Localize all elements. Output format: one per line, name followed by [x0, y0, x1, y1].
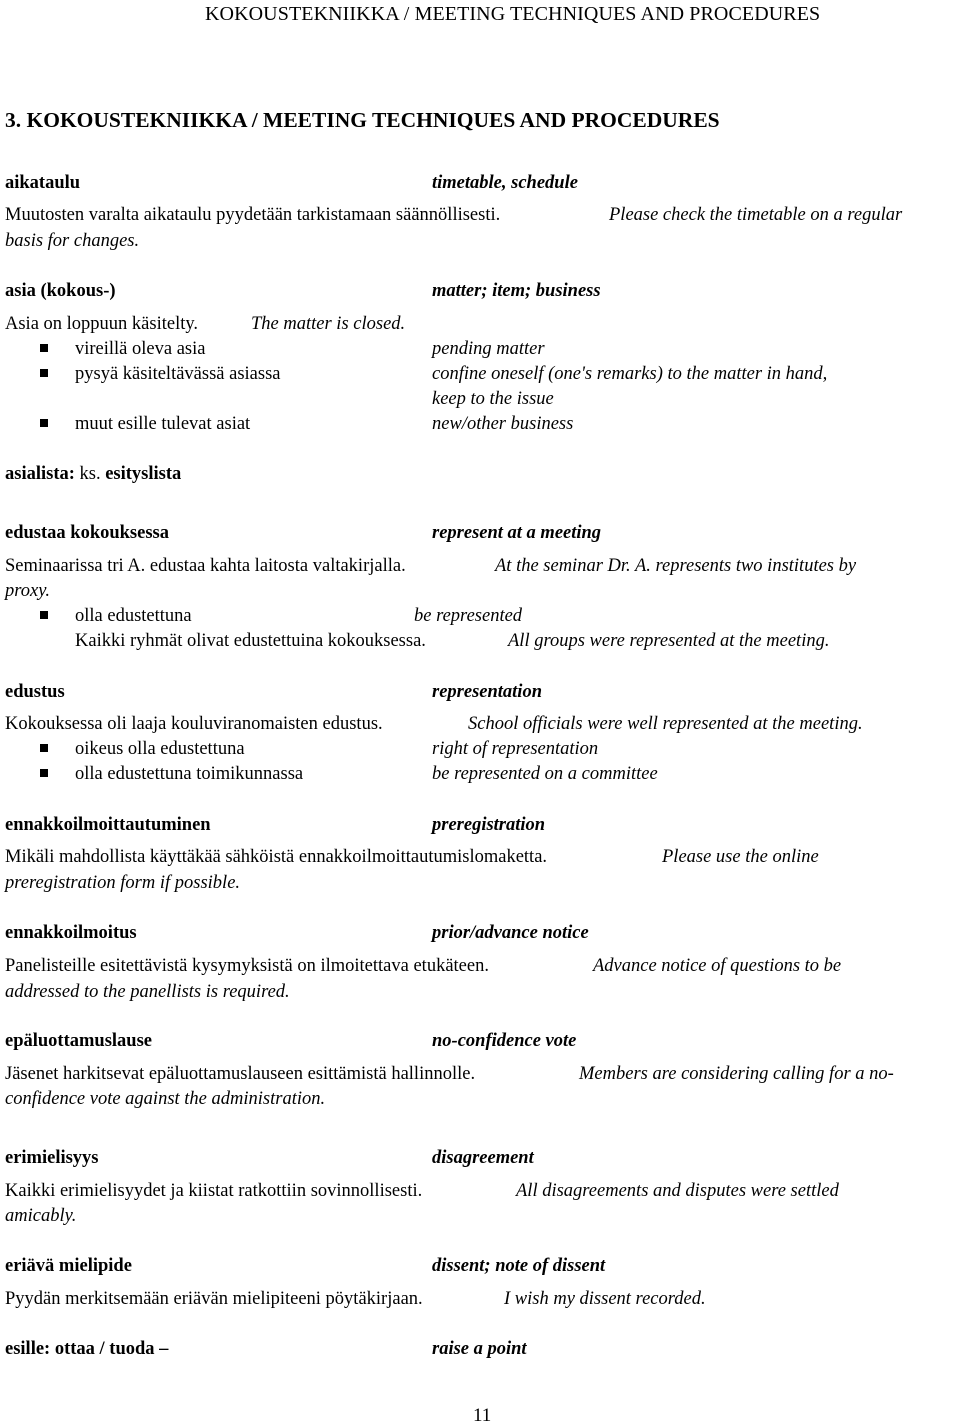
example-fi-aikataulu: Muutosten varalta aikataulu pyydetään tarkistamaan säännöllisesti.: [5, 205, 501, 225]
subentry-en: right of representation: [432, 739, 599, 759]
bullet-icon: [40, 344, 48, 352]
entry-term-ennakkoilmoittautuminen: ennakkoilmoittautuminen: [5, 815, 211, 835]
example-fi-epaluottamuslause: Jäsenet harkitsevat epäluottamuslauseen esittämistä hallinnolle.: [5, 1064, 476, 1084]
subentry-en-cont: keep to the issue: [432, 389, 554, 409]
bullet-icon: [40, 744, 48, 752]
subentry-en: be represented: [414, 606, 523, 626]
page-number: 11: [473, 1405, 492, 1426]
entry-term-ennakkoilmoitus: ennakkoilmoitus: [5, 923, 137, 943]
cross-reference-target: esityslista: [105, 464, 182, 484]
example-en-epaluottamuslause: Members are considering calling for a no-: [579, 1064, 894, 1084]
entry-term-edustaa: edustaa kokouksessa: [5, 523, 169, 543]
subentry-fi: muut esille tulevat asiat: [75, 414, 251, 434]
subentry-example-fi: Kaikki ryhmät olivat edustettuina kokouksessa.: [75, 631, 426, 651]
running-header: KOKOUSTEKNIIKKA / MEETING TECHNIQUES AND PROCEDURES: [205, 3, 821, 25]
section-title: 3. KOKOUSTEKNIIKKA / MEETING TECHNIQUES AND PROCEDURES: [5, 108, 720, 132]
bullet-icon: [40, 419, 48, 427]
example-en-aikataulu: Please check the timetable on a regular: [609, 205, 903, 225]
example-en-edustaa: At the seminar Dr. A. represents two institutes by: [495, 556, 857, 576]
cross-reference-see: ks.: [79, 464, 101, 484]
example-fi-eriava: Pyydän merkitsemään eriävän mielipiteeni pöytäkirjaan.: [5, 1289, 423, 1309]
entry-translation-edustus: representation: [432, 682, 542, 702]
subentry-en: new/other business: [432, 414, 574, 434]
cross-reference-asialista: [5, 465, 181, 484]
example-en-edustus: School officials were well represented at the meeting.: [468, 714, 863, 734]
entry-translation-aikataulu: timetable, schedule: [432, 173, 578, 193]
entry-translation-asia: matter; item; business: [432, 281, 601, 301]
bullet-icon: [40, 769, 48, 777]
subentry-fi: olla edustettuna: [75, 606, 192, 626]
subentry-en: be represented on a committee: [432, 764, 658, 784]
entry-term-aikataulu: aikataulu: [5, 173, 81, 193]
entry-translation-ennakkoilmoittautuminen: preregistration: [432, 815, 546, 835]
example-en-erimielisyys-cont: amicably.: [5, 1206, 77, 1226]
example-en-eriava: I wish my dissent recorded.: [504, 1289, 706, 1309]
entry-translation-edustaa: represent at a meeting: [432, 523, 602, 543]
entry-term-asia: asia (kokous-): [5, 281, 116, 301]
entry-term-epaluottamuslause: epäluottamuslause: [5, 1031, 152, 1051]
bullet-icon: [40, 611, 48, 619]
example-en-asia: The matter is closed.: [251, 314, 406, 334]
example-fi-edustaa: Seminaarissa tri A. edustaa kahta laitosta valtakirjalla.: [5, 556, 406, 576]
bullet-icon: [40, 369, 48, 377]
entry-term-erimielisyys: erimielisyys: [5, 1148, 99, 1168]
example-en-erimielisyys: All disagreements and disputes were settled: [516, 1181, 839, 1201]
subentry-fi: vireillä oleva asia: [75, 339, 206, 359]
example-en-ennakkoilmoitus: Advance notice of questions to be: [593, 956, 842, 976]
example-fi-ennakkoilmoittautuminen: Mikäli mahdollista käyttäkää sähköistä ennakkoilmoittautumislomaketta.: [5, 847, 548, 867]
example-fi-asia: Asia on loppuun käsitelty.: [5, 314, 199, 334]
example-en-ennakkoilmoitus-cont: addressed to the panellists is required.: [5, 982, 290, 1002]
entry-translation-erimielisyys: disagreement: [432, 1148, 534, 1168]
example-en-epaluottamuslause-cont: confidence vote against the administration.: [5, 1089, 326, 1109]
entry-translation-esille: raise a point: [432, 1339, 527, 1359]
entry-term-eriava: eriävä mielipide: [5, 1256, 132, 1276]
entry-translation-eriava: dissent; note of dissent: [432, 1256, 606, 1276]
subentry-example-en: All groups were represented at the meeting.: [508, 631, 830, 651]
example-en-ennakkoilmoittautuminen-cont: preregistration form if possible.: [5, 873, 241, 893]
example-en-edustaa-cont: proxy.: [5, 581, 51, 601]
entry-term-esille: esille: ottaa / tuoda –: [5, 1339, 169, 1359]
example-fi-edustus: Kokouksessa oli laaja kouluviranomaisten edustus.: [5, 714, 383, 734]
entry-translation-epaluottamuslause: no-confidence vote: [432, 1031, 577, 1051]
example-fi-ennakkoilmoitus: Panelisteille esitettävistä kysymyksistä on ilmoitettava etukäteen.: [5, 956, 489, 976]
subentry-en: confine oneself (one's remarks) to the matter in hand,: [432, 364, 828, 384]
subentry-en: pending matter: [432, 339, 545, 359]
example-en-aikataulu-cont: basis for changes.: [5, 231, 140, 251]
entry-term-edustus: edustus: [5, 682, 65, 702]
entry-translation-ennakkoilmoitus: prior/advance notice: [432, 923, 589, 943]
cross-reference-term: asialista:: [5, 464, 75, 484]
subentry-fi: olla edustettuna toimikunnassa: [75, 764, 304, 784]
subentry-fi: oikeus olla edustettuna: [75, 739, 245, 759]
example-en-ennakkoilmoittautuminen: Please use the online: [662, 847, 819, 867]
subentry-fi: pysyä käsiteltävässä asiassa: [75, 364, 281, 384]
example-fi-erimielisyys: Kaikki erimielisyydet ja kiistat ratkottiin sovinnollisesti.: [5, 1181, 423, 1201]
